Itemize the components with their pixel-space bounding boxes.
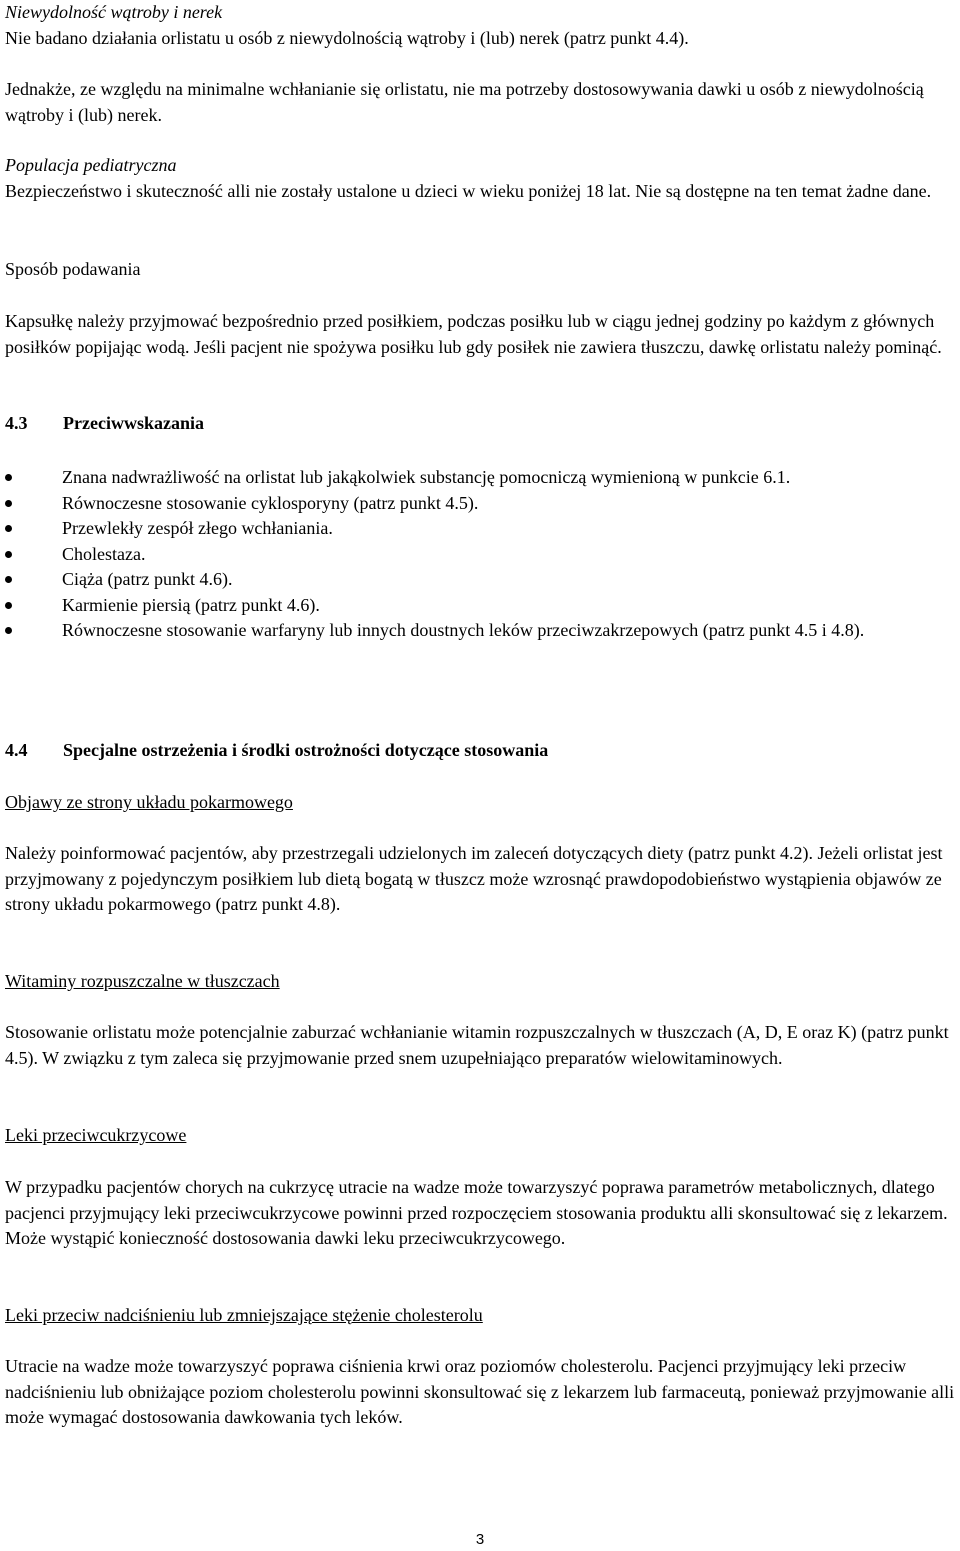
renal-paragraph-2: Jednakże, ze względu na minimalne wchłanianie się orlistatu, nie ma potrzeby dostosowywania dawki u osób z niewydolnością wątroby i (lub) nerek. (5, 79, 924, 125)
list-item: Karmienie piersią (patrz punkt 4.6). (5, 593, 955, 619)
bullet-icon (5, 627, 12, 634)
section-4-4-title: Specjalne ostrzeżenia i środki ostrożności dotyczące stosowania (63, 740, 549, 760)
section-4-3-heading (5, 411, 955, 437)
pediatric-paragraph: Bezpieczeństwo i skuteczność alli nie zostały ustalone u dzieci w wieku poniżej 18 lat. Nie są dostępne na ten temat żadne dane. (5, 180, 932, 201)
section-4-3-title: Przeciwwskazania (63, 413, 204, 433)
administration-heading-block (5, 257, 955, 283)
section-4-4-number: 4.4 (5, 740, 28, 760)
antihypertensive-paragraph: Utracie na wadze może towarzyszyć poprawa ciśnienia krwi oraz poziomów cholesterolu. Pacjenci przyjmujący leki przeciw nadciśnieniu lub obniżające poziom cholesterolu powinni skonsultować się z lekarzem lub farmaceutą, ponieważ przyjmowanie alli może wymagać dostosowania dawkowania tych leków. (5, 1356, 955, 1427)
antihypertensive-heading-block (5, 1303, 955, 1329)
gi-paragraph-block (5, 841, 955, 918)
vitamins-heading-block (5, 969, 955, 995)
bullet-icon (5, 551, 12, 558)
vitamins-paragraph: Stosowanie orlistatu może potencjalnie zaburzać wchłanianie witamin rozpuszczalnych w tłuszczach (A, D, E oraz K) (patrz punkt 4.5). W związku z tym zaleca się przyjmowanie przed snem uzupełniająco preparatów wielowitaminowych. (5, 1022, 949, 1068)
section-4-3-number: 4.3 (5, 413, 28, 433)
antidiabetic-paragraph-block (5, 1175, 955, 1252)
antidiabetic-heading: Leki przeciwcukrzycowe (5, 1125, 187, 1145)
bullet-icon (5, 602, 12, 609)
gi-heading-block (5, 790, 955, 816)
gi-heading: Objawy ze strony układu pokarmowego (5, 792, 293, 812)
bullet-icon (5, 525, 12, 532)
renal-paragraph-1: Nie badano działania orlistatu u osób z niewydolnością wątroby i (lub) nerek (patrz punkt 4.4). (5, 27, 689, 48)
bullet-icon (5, 500, 12, 507)
gi-paragraph: Należy poinformować pacjentów, aby przestrzegali udzielonych im zaleceń dotyczących diety (patrz punkt 4.2). Jeżeli orlistat jest przyjmowany z pojedynczym posiłkiem lub dietą bogatą w tłuszcz może wzrosnąć prawdopodobieństwo wystąpienia objawów ze strony układu pokarmowego (patrz punkt 4.8). (5, 843, 943, 914)
vitamins-paragraph-block (5, 1020, 955, 1071)
administration-heading: Sposób podawania (5, 259, 141, 279)
renal-paragraph-2-block (5, 77, 955, 128)
list-item: Ciąża (patrz punkt 4.6). (5, 567, 955, 593)
administration-paragraph: Kapsułkę należy przyjmować bezpośrednio przed posiłkiem, podczas posiłku lub w ciągu jednej godziny po każdym z głównych posiłków popijając wodą. Jeśli pacjent nie spożywa posiłku lub gdy posiłek nie zawiera tłuszczu, dawkę orlistatu należy pominąć. (5, 311, 942, 357)
administration-paragraph-block (5, 309, 955, 360)
bullet-icon (5, 576, 12, 583)
pediatric-section (5, 153, 955, 204)
contraindications-list-block (5, 465, 955, 644)
antihypertensive-heading: Leki przeciw nadciśnieniu lub zmniejszające stężenie cholesterolu (5, 1305, 483, 1325)
list-item: Równoczesne stosowanie cyklosporyny (patrz punkt 4.5). (5, 491, 955, 517)
section-4-4-heading (5, 738, 955, 764)
pediatric-heading: Populacja pediatryczna (5, 155, 177, 175)
contraindications-list (5, 465, 955, 644)
renal-heading: Niewydolność wątroby i nerek (5, 2, 223, 22)
bullet-icon (5, 474, 12, 481)
vitamins-heading: Witaminy rozpuszczalne w tłuszczach (5, 971, 280, 991)
antihypertensive-paragraph-block (5, 1354, 955, 1431)
list-item: Równoczesne stosowanie warfaryny lub innych doustnych leków przeciwzakrzepowych (patrz punkt 4.5 i 4.8). (5, 618, 955, 644)
page-number: 3 (475, 1531, 485, 1548)
list-item: Przewlekły zespół złego wchłaniania. (5, 516, 955, 542)
renal-section (5, 0, 955, 51)
list-item: Znana nadwrażliwość na orlistat lub jakąkolwiek substancję pomocniczą wymienioną w punkcie 6.1. (5, 465, 955, 491)
list-item: Cholestaza. (5, 542, 955, 568)
antidiabetic-paragraph: W przypadku pacjentów chorych na cukrzycę utracie na wadze może towarzyszyć poprawa parametrów metabolicznych, dlatego pacjenci przyjmujący leki przeciwcukrzycowe powinni przed rozpoczęciem stosowania produktu alli skonsultować się z lekarzem. Może wystąpić konieczność dostosowania dawki leku przeciwcukrzycowego. (5, 1177, 948, 1248)
antidiabetic-heading-block (5, 1123, 955, 1149)
